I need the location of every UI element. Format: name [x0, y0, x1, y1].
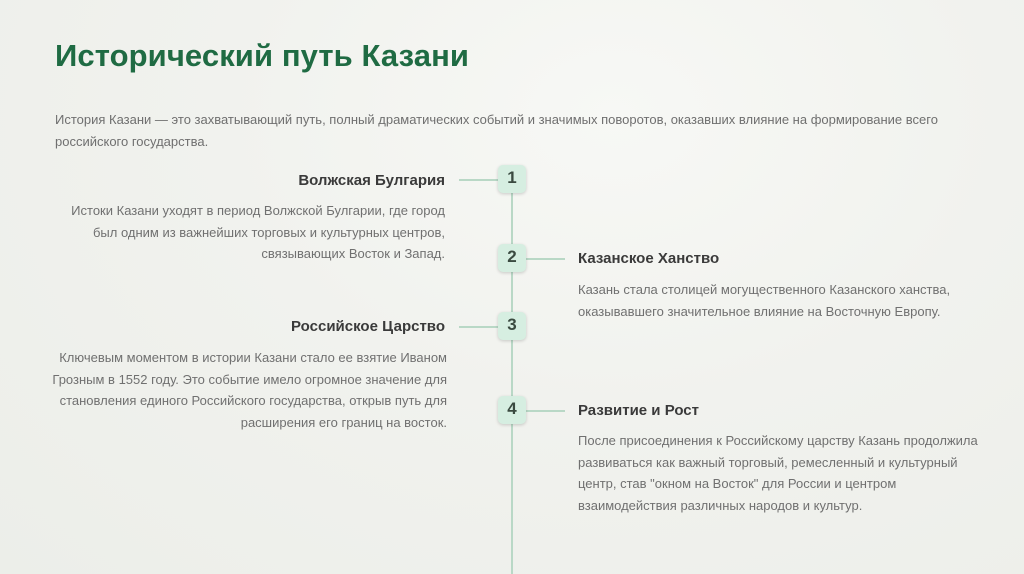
- timeline-text-1: Истоки Казани уходят в период Волжской Булгарии, где город был одним из важнейших торговых и культурных центров, связывающих Восток и Запад.: [71, 203, 445, 261]
- timeline-heading-1: Волжская Булгария: [298, 172, 445, 189]
- timeline-connector-2: [525, 258, 565, 260]
- timeline-heading-2: Казанское Ханство: [578, 250, 720, 267]
- timeline-marker-2: 2: [498, 244, 526, 272]
- intro-paragraph: История Казани — это захватывающий путь, полный драматических событий и значимых поворотов, оказавших влияние на формирование всего российского государства.: [55, 112, 938, 149]
- timeline-text-3: Ключевым моментом в истории Казани стало ее взятие Иваном Грозным в 1552 году. Это событие имело огромное значение для становления единого Российского государства, открыв путь для расширения его границ на восток.: [52, 350, 447, 430]
- timeline-heading-4: Развитие и Рост: [578, 402, 699, 419]
- timeline-marker-3: 3: [498, 312, 526, 340]
- timeline-text-4: После присоединения к Российскому царству Казань продолжила развиваться как важный торговый, ремесленный и культурный центр, став "окном на Восток" для России и центром взаимодействия различных народов и культур.: [578, 433, 978, 513]
- timeline-axis: [511, 180, 513, 574]
- timeline-text-2: Казань стала столицей могущественного Казанского ханства, оказывавшего значительное влияние на Восточную Европу.: [578, 282, 951, 319]
- slide-title: Исторический путь Казани: [55, 38, 470, 73]
- timeline-marker-4: 4: [498, 396, 526, 424]
- timeline-connector-4: [525, 410, 565, 412]
- timeline-marker-1: 1: [498, 165, 526, 193]
- timeline-connector-3: [459, 326, 499, 328]
- timeline-heading-3: Российское Царство: [291, 318, 445, 335]
- timeline-connector-1: [459, 179, 499, 181]
